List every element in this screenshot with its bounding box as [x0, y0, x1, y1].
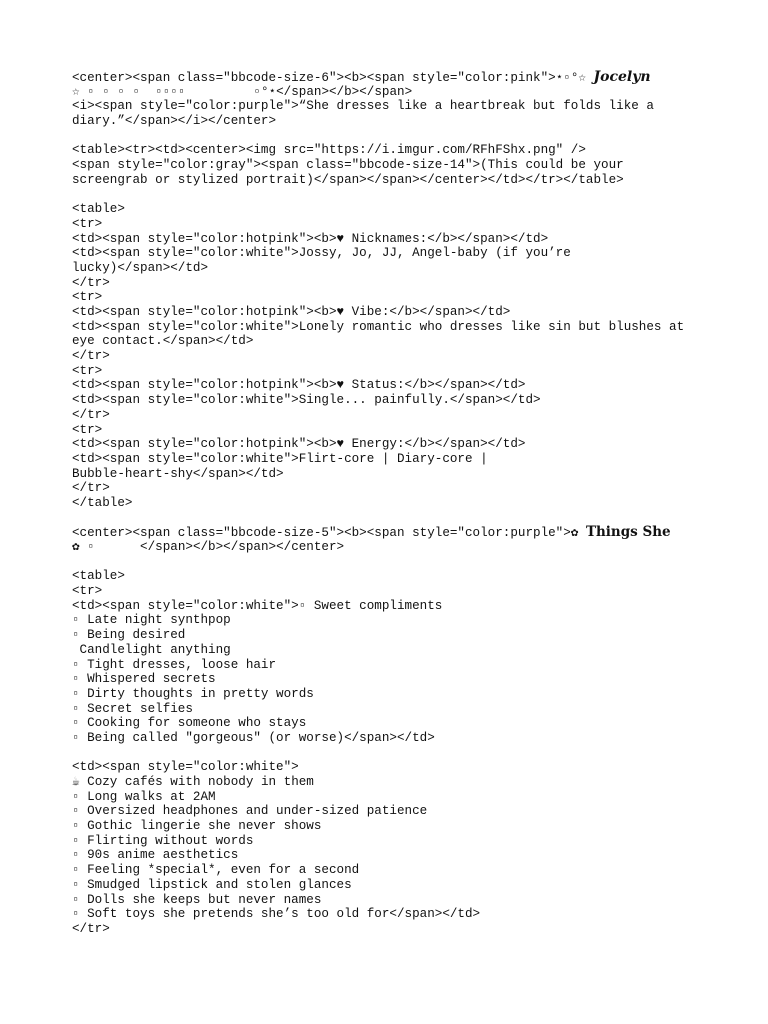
likes-line: ▫ Being desired [72, 628, 186, 643]
likes-line-2: </tr> [72, 921, 110, 936]
header-line-2: ☆ ▫ ▫ ▫ ▫ ▫▫▫▫ ▫°⋆</span></b></span> [72, 84, 413, 99]
section-title-line-2: ✿ ▫ </span></b></span></center> [72, 540, 345, 554]
header-code: <center><span class="bbcode-size-6"><b><span style="color:pink">⋆▫°☆ [72, 71, 594, 85]
likes-line-2: ▫ Gothic lingerie she never shows [72, 819, 322, 834]
profile-table-line: </tr> [72, 481, 110, 496]
profile-table-line: <td><span style="color:hotpink"><b>♥ Vibe:</b></span></td> [72, 305, 511, 319]
likes-line-2: ▫ 90s anime aesthetics [72, 848, 239, 863]
likes-line-2: ▫ Smudged lipstick and stolen glances [72, 877, 352, 892]
image-table-line-2: <span style="color:gray"><span class="bbcode-size-14">(This could be your [72, 158, 624, 173]
quote-line-1: <i><span style="color:purple">“She dresses like a heartbreak but folds like a [72, 99, 654, 114]
likes-line: ▫ Whispered secrets [72, 672, 216, 687]
likes-line-2: ▫ Dolls she keeps but never names [72, 892, 322, 907]
likes-line: ▫ Late night synthpop [72, 613, 231, 628]
likes-line: ▫ Secret selfies [72, 701, 193, 716]
profile-table-line: <tr> [72, 216, 103, 231]
likes-line: ▫ Dirty thoughts in pretty words [72, 686, 314, 701]
profile-table-line: </tr> [72, 275, 110, 290]
section-title-line-1 [72, 525, 692, 540]
blank-line [72, 129, 692, 144]
profile-table-line: <td><span style="color:white">Flirt-core | Diary-core | [72, 451, 488, 466]
profile-table-line: <table> [72, 202, 125, 217]
likes-line-2: ▫ Feeling *special*, even for a second [72, 863, 360, 878]
profile-table-line: </tr> [72, 407, 110, 422]
section-title: Things She [585, 524, 671, 541]
image-table-line-1: <table><tr><td><center><img src="https://i.imgur.com/RFhFShx.png" /> [72, 143, 586, 158]
likes-line-2: ▫ Soft toys she pretends she’s too old for</span></td> [72, 907, 481, 922]
likes-line-2: ▫ Oversized headphones and under-sized patience [72, 804, 428, 819]
likes-line: <tr> [72, 584, 103, 599]
blank-line [72, 511, 692, 526]
profile-table-line: Bubble-heart-shy</span></td> [72, 466, 284, 481]
profile-table-line: <td><span style="color:hotpink"><b>♥ Nicknames:</b></span></td> [72, 231, 549, 246]
profile-table-line: <td><span style="color:white">Jossy, Jo, JJ, Angel-baby (if you’re [72, 246, 571, 261]
blank-line [72, 746, 692, 761]
profile-table-line: <tr> [72, 290, 103, 305]
image-table-line-3: screengrab or stylized portrait)</span></span></center></td></tr></table> [72, 172, 624, 187]
profile-table-line: <tr> [72, 363, 103, 378]
profile-table-line: lucky)</span></td> [72, 260, 209, 275]
header-line-1 [72, 70, 692, 85]
profile-table-line: <tr> [72, 422, 103, 437]
likes-line: ▫ Cooking for someone who stays [72, 716, 307, 731]
likes-line-2: ▫ Flirting without words [72, 833, 254, 848]
likes-line-2: ☕ Cozy cafés with nobody in them [72, 775, 314, 789]
blank-line [72, 555, 692, 570]
profile-table-line: </table> [72, 495, 133, 510]
likes-line: ▫ Tight dresses, loose hair [72, 657, 277, 672]
likes-line-2: <td><span style="color:white"> [72, 760, 299, 775]
profile-table-line: </tr> [72, 349, 110, 364]
profile-table-line: <td><span style="color:hotpink"><b>♥ Energy:</b></span></td> [72, 437, 526, 452]
likes-line-2: ▫ Long walks at 2AM [72, 789, 216, 804]
profile-table-line: <td><span style="color:white">Single... painfully.</span></td> [72, 393, 541, 408]
quote-line-2: diary.”</span></i></center> [72, 114, 277, 129]
section-title-code: <center><span class="bbcode-size-5"><b><span style="color:purple">✿ [72, 526, 586, 541]
likes-line: <td><span style="color:white">▫ Sweet compliments [72, 598, 443, 613]
blank-line [72, 188, 692, 203]
likes-line: Candlelight anything [72, 642, 231, 657]
profile-table-line: <td><span style="color:hotpink"><b>♥ Status:</b></span></td> [72, 378, 526, 393]
document-page [72, 70, 692, 937]
likes-line: <table> [72, 569, 125, 584]
profile-table-line: <td><span style="color:white">Lonely romantic who dresses like sin but blushes at [72, 319, 685, 334]
likes-line: ▫ Being called "gorgeous" (or worse)</span></td> [72, 730, 435, 745]
profile-table-line: eye contact.</span></td> [72, 334, 254, 349]
decorative-name: 𝑱𝒐𝒄𝒆𝒍𝒚𝒏 [593, 69, 651, 85]
